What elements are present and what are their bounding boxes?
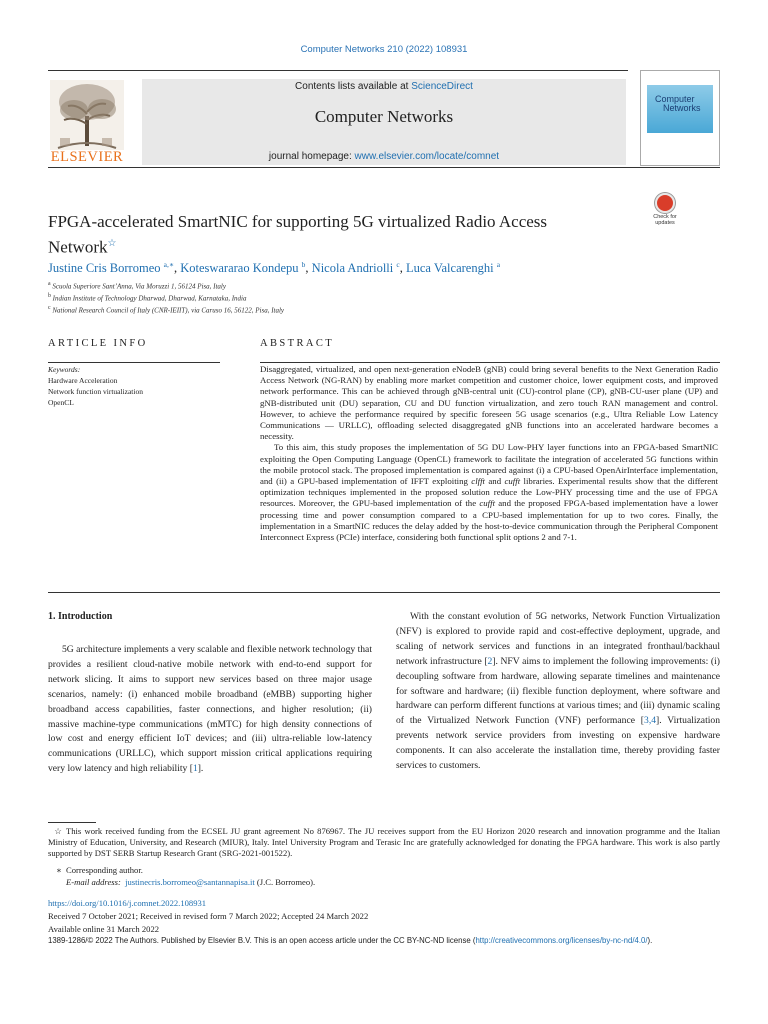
author-separator: ,	[173, 261, 181, 276]
cover-title-line1: Computer	[655, 94, 695, 104]
affiliation-text: Indian Institute of Technology Dharwad, Dharwad, Karnataka, India	[52, 294, 247, 303]
paper-title-line2: Network	[48, 237, 108, 257]
article-info-rule	[48, 362, 220, 363]
author-name[interactable]: Justine Cris Borromeo	[48, 261, 161, 276]
check-for-updates-badge[interactable]	[647, 193, 683, 229]
keywords-label: Keywords:	[48, 365, 81, 374]
keyword-item: Network function virtualization	[48, 387, 143, 396]
paper-title	[48, 211, 618, 259]
check-updates-text	[647, 214, 683, 226]
author-affiliation-mark[interactable]: b	[301, 260, 306, 269]
contents-line	[142, 81, 626, 92]
paper-title-line1: FPGA-accelerated SmartNIC for supporting 5G virtualized Radio Access	[48, 212, 548, 231]
homepage-line	[142, 151, 626, 162]
footnote-rule	[48, 822, 96, 823]
abstract-paragraph-2: To this aim, this study proposes the implementation of 5G DU Low-PHY layer functions into an FPGA-based SmartNIC exploiting the Open Computing Language (OpenCL) framework to facilitate the integration of accelerated 5G functions within the mobile protocol stack. The proposed implementation is compared against (i) a CPU-based OpenAirInterface implementation, and (ii) a GPU-based implementation of IFFT exploiting clfft and cufft libraries. Experimental results show that the different optimization techniques implemented in the proposed solution reduce the Low-PHY processing time and the use of FPGA resources. Moreover, the GPU-based implementation of the cufft and the proposed FPGA-based implementation have a lower processing time and power consumption compared to a CPU-based implementation for up to two cores. Finally, the implementation in a SmartNIC reduces the delay added by the host-to-device communication through the Peripheral Component Interconnect Express (PCIe) interface, considering both functional split options 2 and 7-1.	[260, 442, 719, 543]
license-statement: 1389-1286/© 2022 The Authors. Published by Elsevier B.V. This is an open access article under the CC BY-NC-ND license (http://creativecommons.org/licenses/by-nc-nd/4.0/).	[48, 936, 653, 945]
cover-title	[655, 95, 715, 113]
doi-link[interactable]: https://doi.org/10.1016/j.comnet.2022.108931	[48, 898, 207, 908]
article-info-heading: ARTICLE INFO	[48, 338, 148, 349]
author-list	[48, 260, 668, 276]
affiliation-mark: a	[48, 281, 51, 287]
journal-banner	[142, 79, 626, 165]
funding-text: This work received funding from the ECSEL JU grant agreement No 876967. The JU receives support from the EU Horizon 2020 research and innovation programme and the Italian Ministry of Education, University, and Research (MIUR), Italy. Intel University Program and Terasic Inc are gratefully acknowledged for donating the FPGA hardware. This work is also partly supported by DST SERB Startup Research Grant (SRG-2021-001522).	[48, 826, 720, 859]
abstract-heading: ABSTRACT	[260, 338, 335, 349]
abstract-rule	[260, 362, 720, 363]
journal-citation[interactable]: Computer Networks 210 (2022) 108931	[300, 44, 468, 55]
footnote-mark: ☆	[54, 826, 62, 836]
intro-left-column: 5G architecture implements a very scalable and flexible network technology that provides a resilient cloud-native mobile network with end-to-end support for network slicing. It aims to support new services based on three major usage scenarios, namely: (i) enhanced mobile broadband (eMBB) supporting higher broadband access capabilities, faster connections, and higher resolution; (ii) massive machine-type communications (mMTC) for high density connections of low cost and energy efficient IoT devices; and (iii) ultra-reliable low-latency communications (URLLC), which support mission critical applications requiring very low latency and high reliability [1].	[48, 644, 372, 775]
title-footnote-mark[interactable]: ☆	[107, 238, 117, 249]
masthead-top-rule	[48, 70, 628, 71]
sciencedirect-link[interactable]: ScienceDirect	[411, 81, 473, 92]
footnote-mark: ∗	[56, 865, 62, 875]
affiliation-text: National Research Council of Italy (CNR-IEIIT), via Caruso 16, 56122, Pisa, Italy	[52, 306, 285, 315]
author-name[interactable]: Luca Valcarenghi	[405, 261, 494, 276]
author-separator: ,	[399, 261, 406, 276]
contents-prefix: Contents lists available at	[295, 81, 409, 92]
author-name[interactable]: Koteswararao Kondepu	[180, 261, 299, 276]
funding-footnote	[48, 826, 720, 860]
abstract-paragraph-1: Disaggregated, virtualized, and open next-generation eNodeB (gNB) could bring several benefits to the Next Generation Radio Access Network (NG-RAN) by enabling more market competition and customer choice, lower equipment costs, and improved network performance. This can be achieved through gNB-central unit (CU)-control plane (CP), gNB-CU-user plane (UP) and gNB-distributed unit (DU) separation, CU and DU function virtualization, and zero touch RAN management and control. However, to achieve the performance required by specific foreseen 5G usage scenarios (e.g., Ultra Reliable Low Latency Communications — URLLC), offloading selected disaggregated gNB functions into an accelerated hardware becomes a necessity.	[260, 364, 718, 442]
affiliation-b	[48, 293, 688, 302]
author-affiliation-mark[interactable]: c	[396, 260, 400, 269]
affiliation-c	[48, 305, 688, 314]
section-heading-introduction: 1. Introduction	[48, 611, 113, 622]
author-email-link[interactable]: justinecris.borromeo@santannapisa.it	[125, 877, 255, 887]
intro-right-column: With the constant evolution of 5G networks, Network Function Virtualization (NFV) is explored to provide rapid and cost-effective deployment, upgrade, and scaling of network services and functions in an integrated fronthaul/backhaul network infrastructure [2]. NFV aims to implement the following improvements: (i) decoupling software from hardware, allowing separate timelines and maintenance for software and hardware; (ii) flexible function deployment, where software and hardware can perform different functions at various times; and (iii) dynamic scaling of the Virtualized Network Function (VNF) performance [3,4]. Virtualization prevents network service providers from investing on expensive hardware components. It can also accelerate the installation time, thereby providing faster services to customers.	[396, 611, 720, 772]
reference-link[interactable]: 2	[487, 655, 493, 667]
keyword-item: Hardware Acceleration	[48, 376, 118, 385]
affiliation-a	[48, 281, 688, 290]
check-updates-line1: Check for	[653, 214, 677, 220]
abstract-bottom-rule	[48, 592, 720, 593]
abstract-body	[260, 364, 718, 543]
corresponding-footnote	[48, 865, 720, 876]
check-updates-line2: updates	[655, 220, 675, 226]
email-suffix: (J.C. Borromeo).	[256, 877, 316, 887]
affiliation-mark: b	[48, 293, 51, 299]
cover-title-line2: Networks	[663, 103, 701, 113]
email-footnote	[48, 877, 720, 888]
masthead-bottom-rule	[48, 167, 720, 168]
journal-homepage-link[interactable]: www.elsevier.com/locate/comnet	[354, 151, 500, 162]
author-affiliation-mark[interactable]: a,∗	[163, 260, 174, 269]
elsevier-wordmark: ELSEVIER	[50, 149, 124, 165]
license-link[interactable]: http://creativecommons.org/licenses/by-nc-nd/4.0/	[475, 936, 648, 945]
affiliation-mark: c	[48, 305, 51, 311]
homepage-prefix: journal homepage:	[268, 151, 352, 162]
masthead	[48, 70, 720, 168]
journal-title: Computer Networks	[314, 107, 454, 126]
journal-cover-thumbnail[interactable]	[640, 70, 720, 166]
email-label: E-mail address:	[66, 877, 121, 887]
author-affiliation-mark[interactable]: a	[496, 260, 501, 269]
author-separator: ,	[305, 261, 312, 276]
affiliation-text: Scuola Superiore Sant’Anna, Via Moruzzi 1, 56124 Pisa, Italy	[52, 282, 226, 291]
bookmark-icon	[655, 193, 675, 213]
reference-link[interactable]: 3,4	[644, 715, 657, 727]
keyword-item: OpenCL	[48, 398, 74, 407]
author-name[interactable]: Nicola Andriolli	[311, 261, 394, 276]
available-online-date: Available online 31 March 2022	[48, 924, 160, 934]
reference-link[interactable]: 1	[192, 763, 198, 775]
received-dates: Received 7 October 2021; Received in revised form 7 March 2022; Accepted 24 March 2022	[48, 911, 369, 921]
corresponding-text: Corresponding author.	[66, 865, 143, 875]
